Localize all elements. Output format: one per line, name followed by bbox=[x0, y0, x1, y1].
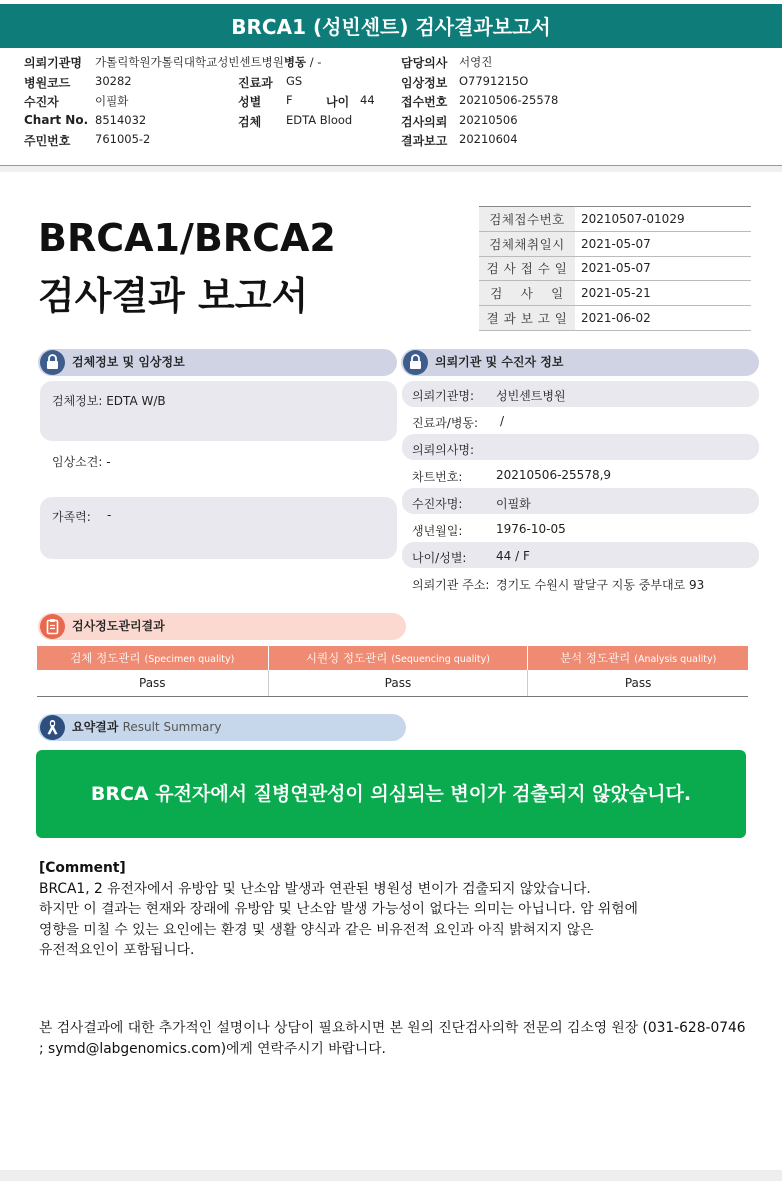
patient-name-value: 이필화 bbox=[496, 497, 531, 511]
age-sex-label: 나이/성별: bbox=[412, 551, 467, 565]
dept-ward-label: 진료과/병동: bbox=[412, 416, 479, 430]
table-row bbox=[37, 670, 748, 696]
patient-value: 이필화 bbox=[95, 94, 129, 108]
qc-column-sequencing: 시퀀싱 정도관리 (Sequencing quality) bbox=[268, 646, 528, 670]
patient-meta-header bbox=[0, 54, 782, 164]
report-label: 결과보고 bbox=[401, 134, 448, 148]
qc-section-title: 검사정도관리결과 bbox=[72, 619, 165, 633]
summary-section-title-en: Result Summary bbox=[122, 720, 222, 734]
comment-line: BRCA1, 2 유전자에서 유방암 및 난소암 발생과 연관된 병원성 변이가 검출되지 않았습니다. bbox=[39, 880, 591, 897]
receipt-info-table bbox=[479, 206, 751, 331]
table-row: 검체접수번호 20210507-01029 bbox=[479, 207, 751, 232]
report-title: BRCA1 (성빈센트) 검사결과보고서 bbox=[231, 15, 551, 39]
institution-label: 의뢰기관명 bbox=[24, 56, 82, 70]
doctor-value: 서영진 bbox=[459, 55, 493, 69]
rrn-value: 761005-2 bbox=[95, 132, 151, 146]
address-value: 경기도 수원시 팔달구 지동 중부대로 93 bbox=[496, 578, 705, 592]
institution-section-title: 의뢰기관 및 수진자 정보 bbox=[435, 355, 564, 369]
institution-value: 가톨릭학원가톨릭대학교성빈센트병원병동 / - bbox=[95, 55, 322, 69]
request-value: 20210506 bbox=[459, 113, 518, 127]
address-label: 의뢰기관 주소: bbox=[412, 578, 490, 592]
report-value: 20210604 bbox=[459, 132, 518, 146]
hospital-code-value: 30282 bbox=[95, 74, 132, 88]
summary-section-header bbox=[38, 714, 406, 741]
qc-column-specimen: 검체 정도관리 (Specimen quality) bbox=[37, 646, 268, 670]
ribbon-icon bbox=[40, 715, 65, 740]
table-row: 결 과 보 고 일 2021-06-02 bbox=[479, 306, 751, 331]
age-value: 44 bbox=[360, 93, 375, 107]
specimen-section-title: 검체정보 및 임상정보 bbox=[72, 355, 185, 369]
receipt-no-label: 접수번호 bbox=[401, 95, 448, 109]
specimen-section-header bbox=[38, 349, 397, 376]
clinic-value: GS bbox=[286, 74, 303, 88]
qc-results-table bbox=[37, 646, 748, 697]
comment-line: 영향을 미칠 수 있는 요인에는 환경 및 생활 양식과 같은 비유전적 요인과 아직 밝혀지지 않은 bbox=[39, 921, 594, 938]
chart-no-value: 20210506-25578,9 bbox=[496, 468, 612, 482]
institution-section-header bbox=[401, 349, 759, 376]
specimen-info-text: 검체정보: EDTA W/B bbox=[52, 394, 166, 408]
birthdate-value: 1976-10-05 bbox=[496, 522, 566, 536]
qc-result-sequencing: Pass bbox=[268, 670, 528, 696]
rrn-label: 주민번호 bbox=[24, 134, 71, 148]
summary-result-box bbox=[36, 750, 746, 838]
clipboard-icon bbox=[40, 614, 65, 639]
padlock-person-icon bbox=[40, 350, 65, 375]
table-row: 검체채취일시 2021-05-07 bbox=[479, 231, 751, 256]
chart-value: 8514032 bbox=[95, 113, 147, 127]
clinical-info-label: 임상정보 bbox=[401, 76, 448, 90]
comment-block bbox=[39, 858, 749, 961]
report-main-title-line2: 검사결과 보고서 bbox=[38, 274, 309, 318]
clinical-info-value: O7791215O bbox=[459, 74, 529, 88]
qc-result-analysis: Pass bbox=[528, 670, 748, 696]
specimen-info-box bbox=[40, 381, 397, 441]
specimen-label: 검체 bbox=[238, 115, 262, 129]
institution-name-value: 성빈센트병원 bbox=[496, 389, 566, 403]
doctor-name-label: 의뢰의사명: bbox=[412, 443, 475, 457]
table-header-row bbox=[37, 646, 748, 670]
family-history-label: 가족력: bbox=[52, 510, 91, 524]
contact-text: 본 검사결과에 대한 추가적인 설명이나 상담이 필요하시면 본 원의 진단검사의학 전문의 김소영 원장 (031-628-0746 ; symd@labgenomics.com)에게 연락주시기 바랍니다. bbox=[39, 1020, 746, 1057]
report-main-title-line1: BRCA1/BRCA2 bbox=[38, 216, 336, 260]
report-title-bar bbox=[0, 4, 782, 48]
comment-line: 하지만 이 결과는 현재와 장래에 유방암 및 난소암 발생 가능성이 없다는 의미는 아닙니다. 암 위험에 bbox=[39, 901, 638, 918]
sex-label: 성별 bbox=[238, 95, 262, 109]
table-row: 검 사 일 2021-05-21 bbox=[479, 281, 751, 306]
comment-heading: [Comment] bbox=[39, 860, 126, 876]
report-main-title bbox=[38, 212, 336, 322]
hospital-code-label: 병원코드 bbox=[24, 76, 71, 90]
chart-no-label: 차트번호: bbox=[412, 470, 463, 484]
clinical-findings-text: 임상소견: - bbox=[52, 455, 111, 469]
patient-label: 수진자 bbox=[24, 95, 59, 109]
receipt-no-value: 20210506-25578 bbox=[459, 93, 559, 107]
comment-line: 유전적요인이 포함됩니다. bbox=[39, 942, 195, 959]
family-history-value: - bbox=[107, 508, 112, 522]
table-row: 검 사 접 수 일 2021-05-07 bbox=[479, 256, 751, 281]
request-label: 검사의뢰 bbox=[401, 115, 448, 129]
padlock-person-icon bbox=[403, 350, 428, 375]
doctor-label: 담당의사 bbox=[401, 56, 448, 70]
specimen-value: EDTA Blood bbox=[286, 113, 353, 127]
sex-value: F bbox=[286, 93, 293, 107]
age-label: 나이 bbox=[326, 95, 350, 109]
summary-section-title: 요약결과 bbox=[72, 720, 119, 734]
qc-column-analysis: 분석 정도관리 (Analysis quality) bbox=[528, 646, 748, 670]
birthdate-label: 생년월일: bbox=[412, 524, 463, 538]
institution-name-label: 의뢰기관명: bbox=[412, 389, 475, 403]
footer-band bbox=[0, 1170, 782, 1181]
summary-result-text: BRCA 유전자에서 질병연관성이 의심되는 변이가 검출되지 않았습니다. bbox=[90, 783, 692, 805]
chart-label: Chart No. bbox=[24, 113, 89, 127]
header-divider-band bbox=[0, 166, 782, 172]
qc-section-header bbox=[38, 613, 406, 640]
clinic-label: 진료과 bbox=[238, 76, 273, 90]
patient-name-label: 수진자명: bbox=[412, 497, 463, 511]
dept-ward-value: / bbox=[500, 414, 505, 428]
qc-result-specimen: Pass bbox=[37, 670, 268, 696]
family-history-box bbox=[40, 497, 397, 559]
age-sex-value: 44 / F bbox=[496, 549, 530, 563]
